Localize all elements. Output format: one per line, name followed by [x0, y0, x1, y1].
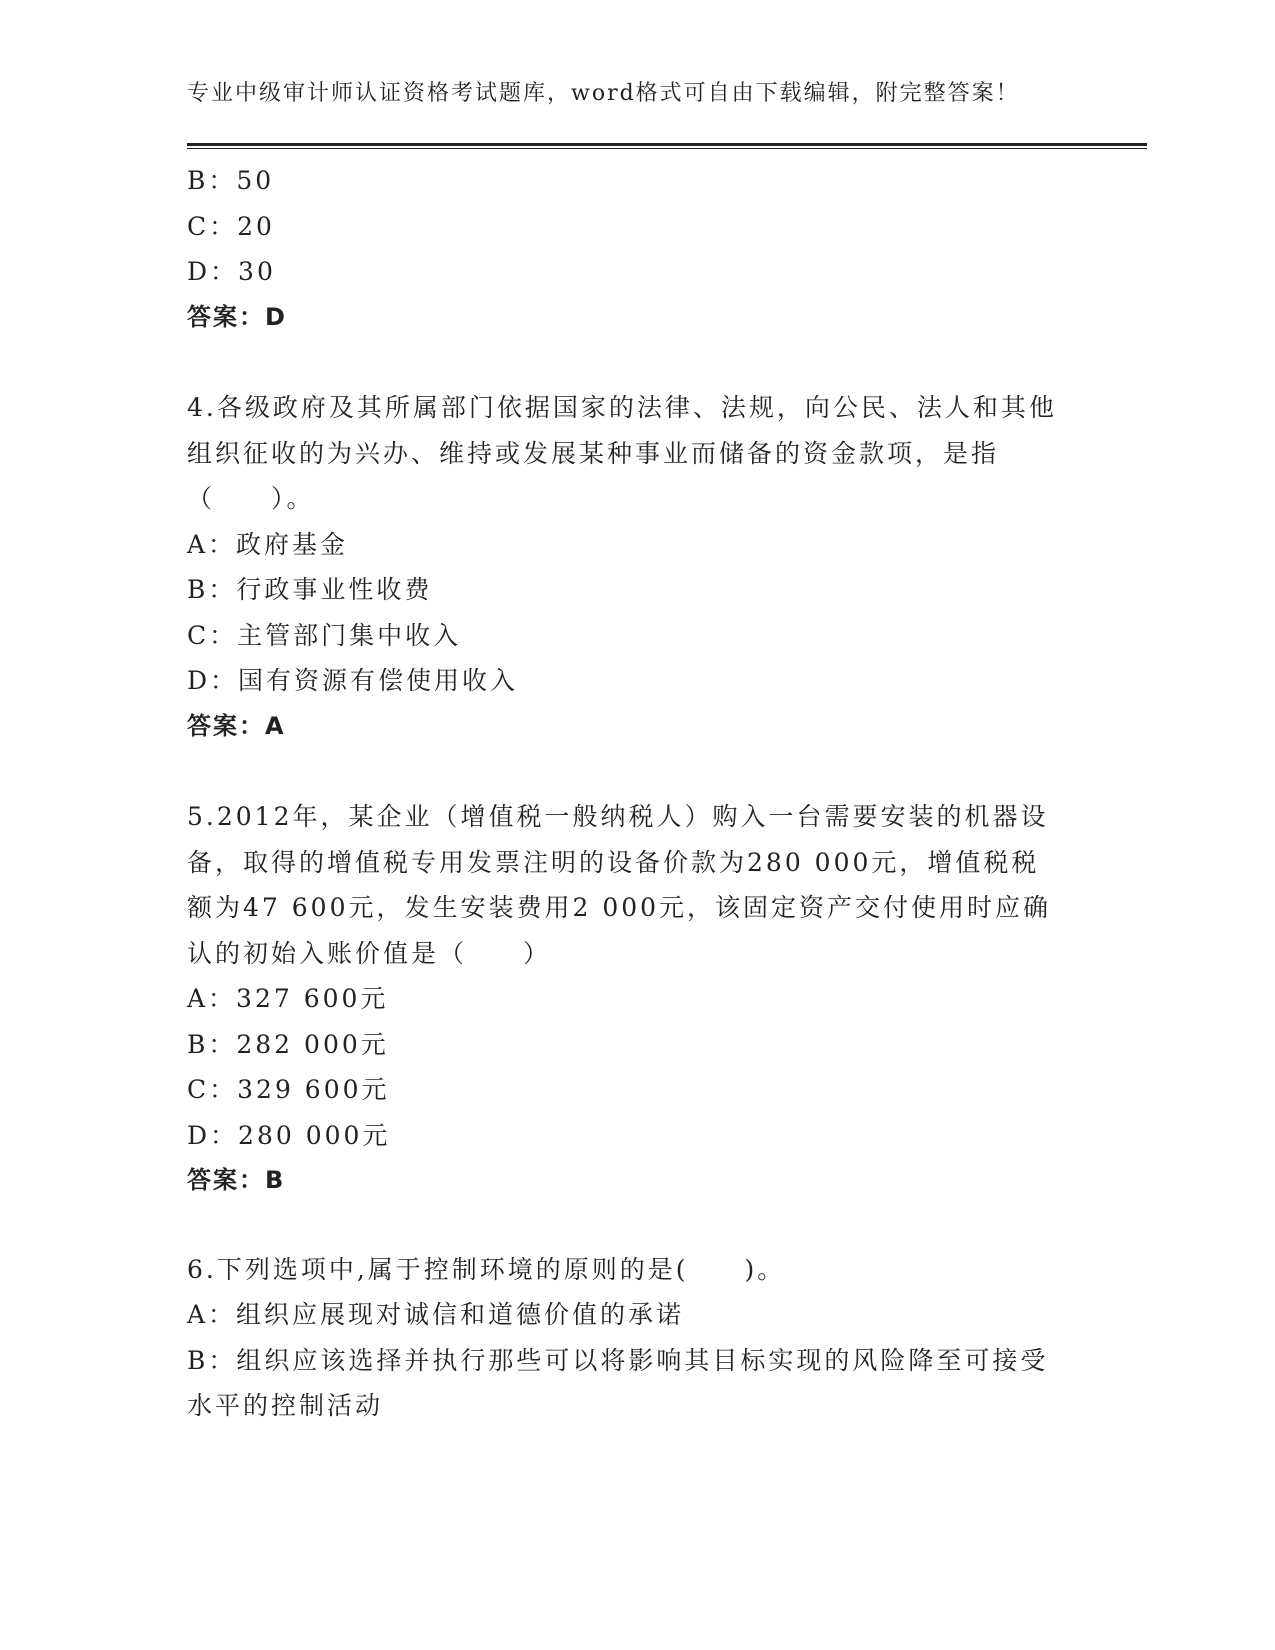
option-d: D：30: [187, 257, 276, 286]
option-c: C：329 600元: [187, 1075, 390, 1104]
option-c: C：20: [187, 211, 275, 241]
option-d: D：280 000元: [187, 1120, 391, 1150]
option-b: B：行政事业性收费: [187, 575, 433, 604]
answer-label: 答案：D: [187, 302, 287, 331]
question-4: [187, 385, 1067, 749]
option-a: A：组织应展现对诚信和道德价值的承诺: [187, 1300, 685, 1329]
page-header: 专业中级审计师认证资格考试题库，word格式可自由下载编辑，附完整答案！: [187, 81, 1020, 106]
spacer: [187, 340, 1067, 385]
spacer: [187, 749, 1067, 794]
option-b: B：50: [187, 166, 275, 195]
option-a: A：政府基金: [187, 529, 349, 559]
question-stem: 4.各级政府及其所属部门依据国家的法律、法规，向公民、法人和其他组织征收的为兴办、维持或发展某种事业而储备的资金款项，是指（ ）。: [187, 393, 1057, 513]
question-6: [187, 1247, 1067, 1429]
option-b: B：282 000元: [187, 1029, 389, 1059]
question-stem: 6.下列选项中,属于控制环境的原则的是( )。: [187, 1254, 786, 1284]
question-3-tail: [187, 158, 1067, 340]
question-5: [187, 794, 1067, 1204]
question-stem: 5.2012年，某企业（增值税一般纳税人）购入一台需要安装的机器设备，取得的增值税专用发票注明的设备价款为280 000元，增值税税额为47 600元，发生安装费用2 000元，该固定资产交付使用时应确认的初始入账价值是（ ）: [187, 802, 1052, 968]
answer-label: 答案：B: [187, 1166, 286, 1194]
header-divider-thin: [187, 148, 1147, 149]
option-b: B：组织应该选择并执行那些可以将影响其目标实现的风险降至可接受水平的控制活动: [187, 1345, 1049, 1420]
header-divider: [187, 143, 1147, 146]
option-c: C：主管部门集中收入: [187, 620, 462, 650]
document-body: [187, 158, 1067, 1429]
option-d: D：国有资源有偿使用收入: [187, 666, 519, 695]
answer-label: 答案：A: [187, 711, 286, 740]
option-a: A：327 600元: [187, 984, 389, 1013]
spacer: [187, 1204, 1067, 1247]
